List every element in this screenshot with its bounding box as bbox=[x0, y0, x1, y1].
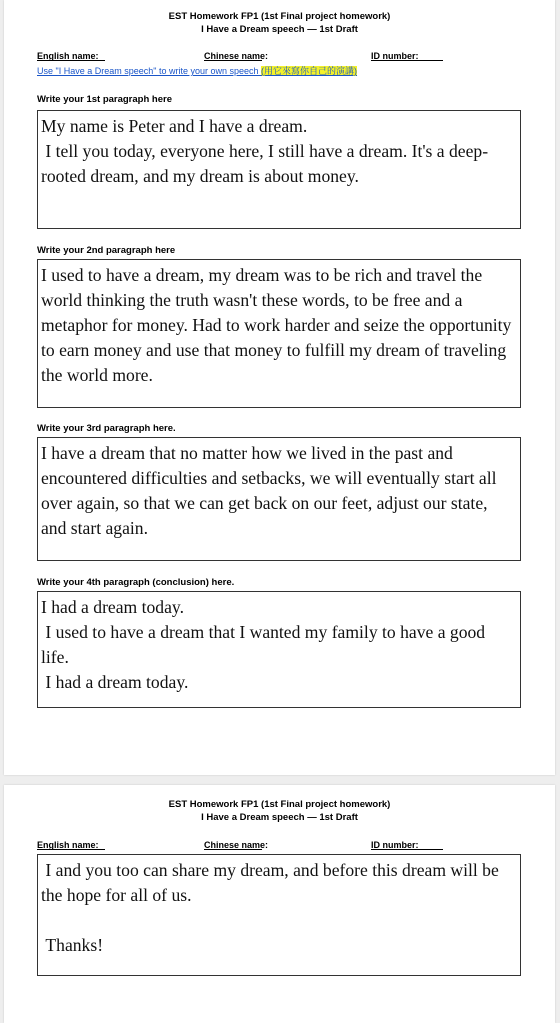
paragraph-1-text: My name is Peter and I have a dream. I tell you today, everyone here, I still have a dream. It's a deep-rooted dream, and my dream is about money. bbox=[41, 116, 489, 186]
chinese-name-label: Chinese name: bbox=[204, 840, 269, 850]
document-title: EST Homework FP1 (1st Final project homework) bbox=[168, 11, 391, 22]
paragraph-3-text: I have a dream that no matter how we lived in the past and encountered difficulties and setbacks, we will eventually start all over again, so that we can get back on our feet, adjust our state, and start again. bbox=[41, 443, 501, 538]
paragraph-2-box[interactable] bbox=[37, 259, 521, 408]
paragraph-2-text: I used to have a dream, my dream was to be rich and travel the world thinking the truth wasn't these words, to be free and a metaphor for money. Had to work harder and seize the opportunity to earn money and use that money to fulfill my dream of traveling the world more. bbox=[41, 265, 516, 385]
paragraph-4-text: I had a dream today. I used to have a dream that I wanted my family to have a good life. I had a dream today. bbox=[41, 597, 486, 692]
id-number-label: ID number: bbox=[371, 840, 419, 850]
instruction-highlight: (用它來寫你自己的演講) bbox=[261, 66, 358, 76]
paragraph-3-label: Write your 3rd paragraph here. bbox=[37, 423, 176, 434]
paragraph-1-box[interactable] bbox=[37, 110, 521, 229]
document-page-2 bbox=[4, 785, 555, 1023]
paragraph-1-label: Write your 1st paragraph here bbox=[37, 94, 172, 105]
document-page-1 bbox=[4, 0, 555, 775]
page-2-answer-text: I and you too can share my dream, and before this dream will be the hope for all of us. Thanks! bbox=[41, 860, 499, 955]
instruction-link[interactable] bbox=[37, 64, 357, 77]
page-2-answer-box[interactable] bbox=[37, 854, 521, 976]
instruction-text: Use "I Have a Dream speech" to write your own speech bbox=[37, 66, 259, 76]
english-name-label: English name: bbox=[37, 840, 99, 850]
paragraph-4-label: Write your 4th paragraph (conclusion) here. bbox=[37, 577, 235, 588]
english-name-label: English name: bbox=[37, 51, 99, 61]
document-subtitle-page-2: I Have a Dream speech — 1st Draft bbox=[201, 812, 358, 823]
id-number-label: ID number: bbox=[371, 51, 419, 61]
chinese-name-label: Chinese name: bbox=[204, 51, 269, 61]
document-title-page-2: EST Homework FP1 (1st Final project homework) bbox=[168, 799, 391, 810]
paragraph-3-box[interactable] bbox=[37, 437, 521, 561]
document-subtitle: I Have a Dream speech — 1st Draft bbox=[201, 24, 358, 35]
paragraph-4-box[interactable] bbox=[37, 591, 521, 708]
paragraph-2-label: Write your 2nd paragraph here bbox=[37, 245, 176, 256]
